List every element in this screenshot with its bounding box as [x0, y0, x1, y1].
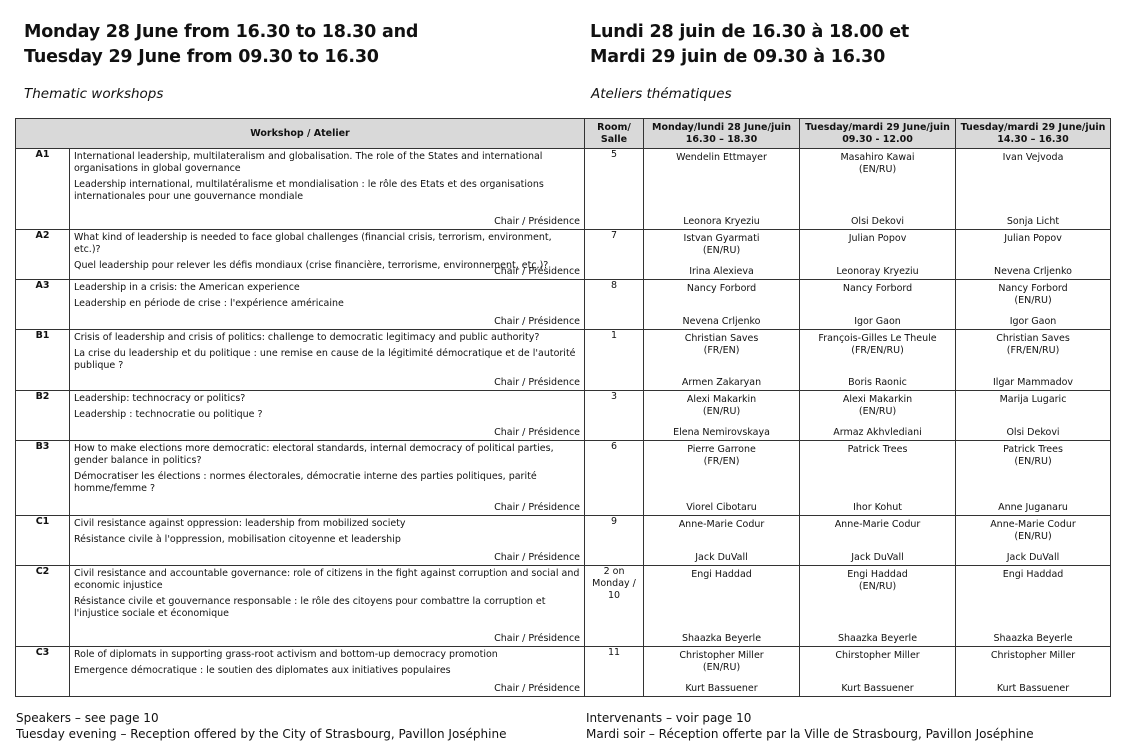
workshop-title [70, 330, 585, 391]
workshop-title-en: What kind of leadership is needed to face global challenges (financial crisis, terrorism, environment, etc.)? [74, 232, 552, 255]
slot-tue2 [956, 391, 1111, 441]
chair-name: Igor Gaon [1009, 316, 1057, 327]
table-row [16, 330, 1111, 391]
room-number: 7 [585, 230, 644, 280]
chair-name: Shaazka Beyerle [837, 633, 918, 644]
speaker-name: Engi Haddad [1002, 569, 1064, 580]
slot-mon [644, 280, 800, 330]
slot-tue1 [800, 441, 956, 516]
french-footer [586, 710, 1034, 742]
chair-label: Chair / Présidence [494, 552, 581, 563]
language-note: (EN/RU) [1014, 295, 1052, 306]
language-note: (EN/RU) [1014, 456, 1052, 467]
slot-tue2 [956, 441, 1111, 516]
speaker-name: Pierre Garrone [687, 444, 756, 455]
chair-label: Chair / Présidence [494, 633, 581, 644]
french-subtitle: Ateliers thématiques [591, 86, 732, 102]
slot-mon [644, 441, 800, 516]
workshop-code: C1 [16, 516, 70, 566]
speaker-name: Nancy Forbord [686, 283, 757, 294]
chair-name: Jack DuVall [695, 552, 748, 563]
chair-name: Sonja Licht [1006, 216, 1060, 227]
slot-mon [644, 566, 800, 647]
chair-label: Chair / Présidence [494, 316, 581, 327]
speaker-name: Nancy Forbord [842, 283, 913, 294]
slot-tue2 [956, 330, 1111, 391]
chair-name: Nevena Crljenko [994, 266, 1072, 277]
chair-name: Jack DuVall [851, 552, 904, 563]
workshop-title-fr: La crise du leadership et du politique : une remise en cause de la légitimité démocratique et de l'autorité publique ? [74, 348, 576, 371]
reception-note: Tuesday evening – Reception offered by the City of Strasbourg, Pavillon Joséphine [16, 727, 507, 741]
speaker-name: Christopher Miller [679, 650, 764, 661]
chair-label: Chair / Présidence [494, 377, 581, 388]
table-row [16, 516, 1111, 566]
workshop-title [70, 230, 585, 280]
speaker-name: Christian Saves [996, 333, 1070, 344]
slot-tue2 [956, 149, 1111, 230]
english-subtitle: Thematic workshops [24, 86, 164, 102]
language-note: (EN/RU) [1014, 531, 1052, 542]
slot-tue1 [800, 391, 956, 441]
language-note: (EN/RU) [858, 406, 897, 417]
speaker-name: Wendelin Ettmayer [676, 152, 767, 163]
speaker-name: Patrick Trees [847, 444, 908, 455]
workshop-title-en: Civil resistance against oppression: leadership from mobilized society [74, 518, 406, 529]
workshop-title [70, 391, 585, 441]
header-workshop: Workshop / Atelier [16, 119, 585, 149]
room-number: 3 [585, 391, 644, 441]
speaker-name: Anne-Marie Codur [834, 519, 921, 530]
workshop-title-fr: Résistance civile à l'oppression, mobilisation citoyenne et leadership [74, 534, 401, 545]
workshop-title [70, 566, 585, 647]
table-row [16, 391, 1111, 441]
slot-tue2 [956, 566, 1111, 647]
chair-name: Leonora Kryeziu [683, 216, 760, 227]
language-note: (EN/RU) [702, 406, 741, 417]
header-tuesday-morning [800, 119, 956, 149]
table-row [16, 441, 1111, 516]
workshop-title-fr: Démocratiser les élections : normes électorales, démocratie interne des parties politiques, parité homme/femme ? [74, 471, 537, 494]
slot-tue2 [956, 647, 1111, 697]
chair-name: Shaazka Beyerle [681, 633, 762, 644]
speaker-name: Patrick Trees [1003, 444, 1063, 455]
language-note: (EN/RU) [858, 164, 897, 175]
chair-label: Chair / Présidence [494, 427, 581, 438]
header-monday-line-2: 16.30 – 18.30 [685, 133, 758, 145]
chair-name: Igor Gaon [854, 316, 901, 327]
slot-tue2 [956, 230, 1111, 280]
workshop-schedule-table [15, 118, 1111, 697]
speaker-name: Chirstopher Miller [835, 650, 920, 661]
header-tuesday-afternoon-line-1: Tuesday/mardi 29 June/juin [960, 121, 1106, 133]
slot-tue1 [800, 280, 956, 330]
chair-name: Nevena Crljenko [682, 316, 761, 327]
slot-tue1 [800, 230, 956, 280]
slot-tue2 [956, 280, 1111, 330]
room-number: 11 [585, 647, 644, 697]
room-number: 2 on Monday / 10 [585, 566, 644, 647]
chair-name: Armaz Akhvlediani [833, 427, 922, 438]
language-note: (EN/RU) [702, 662, 741, 673]
chair-name: Shaazka Beyerle [993, 633, 1073, 644]
workshop-title [70, 280, 585, 330]
room-number: 9 [585, 516, 644, 566]
speaker-name: Marija Lugaric [999, 394, 1067, 405]
language-note: (EN/RU) [858, 581, 897, 592]
chair-label: Chair / Présidence [494, 266, 581, 277]
speaker-name: Alexi Makarkin [686, 394, 757, 405]
workshop-code: B2 [16, 391, 70, 441]
speaker-name: Engi Haddad [847, 569, 908, 580]
english-heading [24, 20, 418, 70]
chair-label: Chair / Présidence [494, 216, 581, 227]
chair-name: Ihor Kohut [853, 502, 902, 513]
header-tuesday-morning-line-2: 09.30 - 12.00 [842, 133, 913, 145]
chair-name: Anne Juganaru [998, 502, 1068, 513]
header-monday-line-1: Monday/lundi 28 June/juin [652, 121, 792, 133]
language-note: (FR/EN) [703, 345, 740, 356]
chair-name: Elena Nemirovskaya [673, 427, 770, 438]
chair-name: Jack DuVall [1006, 552, 1060, 563]
slot-tue1 [800, 516, 956, 566]
room-number: 5 [585, 149, 644, 230]
header-tuesday-afternoon-line-2: 14.30 – 16.30 [997, 133, 1069, 145]
speaker-name: Alexi Makarkin [842, 394, 913, 405]
table-row [16, 566, 1111, 647]
room-number: 8 [585, 280, 644, 330]
workshop-title-en: Leadership: technocracy or politics? [74, 393, 246, 404]
slot-mon [644, 516, 800, 566]
slot-tue1 [800, 566, 956, 647]
speaker-name: Christopher Miller [990, 650, 1076, 661]
slot-mon [644, 330, 800, 391]
chair-name: Olsi Dekovi [1006, 427, 1060, 438]
language-note: (FR/EN) [703, 456, 740, 467]
speaker-name: Anne-Marie Codur [990, 519, 1076, 530]
workshop-code: A2 [16, 230, 70, 280]
workshop-title [70, 647, 585, 697]
speaker-name: Masahiro Kawai [840, 152, 915, 163]
french-heading-line-2: Mardi 29 juin de 09.30 à 16.30 [590, 47, 886, 67]
slot-mon [644, 647, 800, 697]
language-note: (FR/EN/RU) [851, 345, 904, 356]
workshop-code: A3 [16, 280, 70, 330]
workshop-code: B1 [16, 330, 70, 391]
chair-name: Kurt Bassuener [685, 683, 758, 694]
chair-name: Kurt Bassuener [841, 683, 914, 694]
speaker-name: Ivan Vejvoda [1002, 152, 1064, 163]
workshop-title [70, 441, 585, 516]
workshop-title-fr: Leadership international, multilatéralisme et mondialisation : le rôle des Etats et des organisations internationales pour une gouvernance mondiale [74, 179, 544, 202]
table-row [16, 230, 1111, 280]
workshop-title-fr: Leadership : technocratie ou politique ? [74, 409, 263, 420]
speaker-name: Engi Haddad [691, 569, 752, 580]
room-number: 1 [585, 330, 644, 391]
workshop-title-en: Leadership in a crisis: the American experience [74, 282, 300, 293]
english-footer [16, 710, 506, 742]
language-note: (FR/EN/RU) [1006, 345, 1060, 356]
chair-name: Ilgar Mammadov [993, 377, 1074, 388]
workshop-title [70, 149, 585, 230]
chair-name: Kurt Bassuener [996, 683, 1070, 694]
workshop-code: B3 [16, 441, 70, 516]
language-note: (EN/RU) [702, 245, 741, 256]
chair-name: Armen Zakaryan [681, 377, 762, 388]
speaker-name: Istvan Gyarmati [683, 233, 760, 244]
french-heading [590, 20, 909, 70]
header-room-line-1: Room/ [597, 121, 631, 133]
chair-label: Chair / Présidence [494, 683, 581, 694]
room-number: 6 [585, 441, 644, 516]
intervenants-note: Intervenants – voir page 10 [586, 711, 752, 725]
slot-mon [644, 391, 800, 441]
slot-mon [644, 230, 800, 280]
speaker-name: Nancy Forbord [998, 283, 1068, 294]
chair-name: Irina Alexieva [689, 266, 754, 277]
table-row [16, 647, 1111, 697]
table-row [16, 149, 1111, 230]
header-tuesday-afternoon [956, 119, 1111, 149]
workshop-title-en: Crisis of leadership and crisis of politics: challenge to democratic legitimacy and public authority? [74, 332, 540, 343]
french-heading-line-1: Lundi 28 juin de 16.30 à 18.00 et [590, 22, 910, 42]
workshop-title-fr: Leadership en période de crise : l'expérience américaine [74, 298, 344, 309]
header-monday [644, 119, 800, 149]
chair-label: Chair / Présidence [494, 502, 581, 513]
speaker-name: Anne-Marie Codur [678, 519, 765, 530]
workshop-code: C2 [16, 566, 70, 647]
workshop-title-fr: Emergence démocratique : le soutien des diplomates aux initiatives populaires [74, 665, 451, 676]
english-heading-line-2: Tuesday 29 June from 09.30 to 16.30 [24, 47, 379, 67]
workshop-title-fr: Quel leadership pour relever les défis mondiaux (crise financière, terrorisme, environnement, etc.)? [74, 260, 549, 271]
header-room [585, 119, 644, 149]
workshop-title-fr: Résistance civile et gouvernance responsable : le rôle des citoyens pour combattre la corruption et l'injustice sociale et économique [74, 596, 546, 619]
speaker-name: François-Gilles Le Theule [818, 333, 937, 344]
english-heading-line-1: Monday 28 June from 16.30 to 18.30 and [24, 22, 419, 42]
slot-tue1 [800, 149, 956, 230]
chair-name: Boris Raonic [848, 377, 907, 388]
workshop-title [70, 516, 585, 566]
reception-note-fr: Mardi soir – Réception offerte par la Ville de Strasbourg, Pavillon Joséphine [586, 727, 1034, 741]
workshop-title-en: International leadership, multilateralism and globalisation. The role of the States and international organisations in global governance [74, 151, 543, 174]
header-room-line-2: Salle [600, 133, 628, 145]
slot-tue1 [800, 330, 956, 391]
table-row [16, 280, 1111, 330]
workshop-code: C3 [16, 647, 70, 697]
slot-mon [644, 149, 800, 230]
slot-tue2 [956, 516, 1111, 566]
workshop-title-en: Civil resistance and accountable governance: role of citizens in the fight against corruption and social and economic injustice [74, 568, 580, 591]
workshop-code: A1 [16, 149, 70, 230]
speaker-name: Christian Saves [684, 333, 759, 344]
chair-name: Viorel Cibotaru [686, 502, 757, 513]
header-tuesday-morning-line-1: Tuesday/mardi 29 June/juin [805, 121, 950, 133]
table-header-row [16, 119, 1111, 149]
chair-name: Leonoray Kryeziu [836, 266, 919, 277]
speaker-name: Julian Popov [848, 233, 907, 244]
speakers-note: Speakers – see page 10 [16, 711, 159, 725]
speaker-name: Julian Popov [1004, 233, 1062, 244]
workshop-title-en: Role of diplomats in supporting grass-root activism and bottom-up democracy promotion [74, 649, 498, 660]
workshop-title-en: How to make elections more democratic: electoral standards, internal democracy of political parties, gender balance in politics? [74, 443, 554, 466]
chair-name: Olsi Dekovi [850, 216, 905, 227]
slot-tue1 [800, 647, 956, 697]
